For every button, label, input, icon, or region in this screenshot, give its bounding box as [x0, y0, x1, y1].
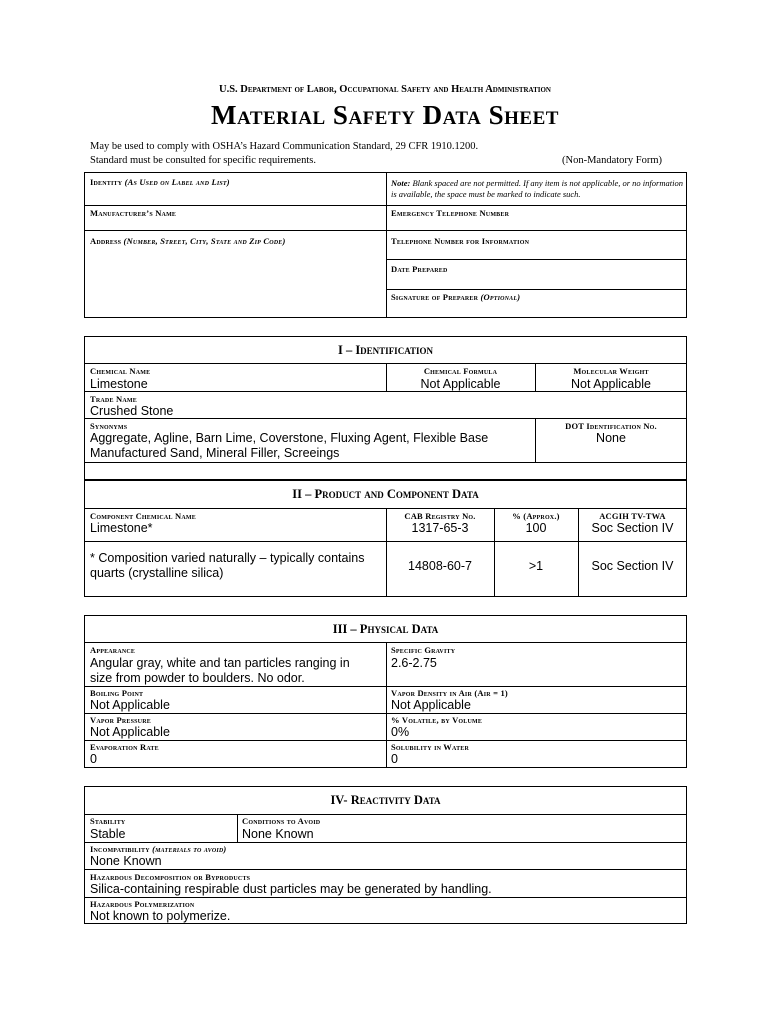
conditions-label: Conditions to Avoid	[242, 816, 321, 826]
stability-label: Stability	[90, 816, 126, 826]
section4-title: IV- Reactivity Data	[330, 793, 441, 807]
component-acgih: Soc Section IV	[591, 559, 674, 573]
vapor-density-label: Vapor Density in Air (Air = 1)	[391, 688, 508, 698]
specific-gravity-label: Specific Gravity	[391, 645, 456, 655]
chemical-formula-value: Not Applicable	[420, 377, 501, 391]
synonyms-line2: Manufactured Sand, Mineral Filler, Screeings	[90, 446, 340, 460]
synonyms-label: Synonyms	[90, 421, 128, 431]
dot-id-value: None	[596, 431, 626, 445]
col-component-name: Component Chemical Name	[90, 511, 196, 521]
appearance-line2: size from powder to boulders. No odor.	[90, 671, 305, 685]
hazardous-decomposition-value: Silica-containing respirable dust particles may be generated by handling.	[90, 882, 492, 896]
appearance-line1: Angular gray, white and tan particles ranging in	[90, 656, 350, 670]
form-type: (Non-Mandatory Form)	[562, 155, 663, 166]
section1-title: I – Identification	[337, 343, 434, 357]
molecular-weight-label: Molecular Weight	[573, 366, 649, 376]
component-note-line1: * Composition varied naturally – typically contains	[90, 551, 365, 565]
agency-line: U.S. Department of Labor, Occupational Safety and Health Administration	[218, 84, 551, 95]
component-acgih: Soc Section IV	[591, 521, 674, 535]
date-prepared-label: Date Prepared	[391, 264, 448, 274]
dot-id-label: DOT Identification No.	[565, 421, 657, 431]
info-phone-label: Telephone Number for Information	[391, 236, 530, 246]
volatile-label: % Volatile, by Volume	[391, 715, 483, 725]
component-name: Limestone*	[90, 521, 153, 535]
specific-gravity-value: 2.6-2.75	[391, 656, 437, 670]
conditions-value: None Known	[242, 827, 314, 841]
address-label: Address (Number, Street, City, State and Zip Code)	[90, 236, 286, 246]
trade-name-value: Crushed Stone	[90, 404, 174, 418]
document-title: Material Safety Data Sheet	[211, 100, 559, 130]
component-cab: 14808-60-7	[408, 559, 472, 573]
stability-value: Stable	[90, 827, 126, 841]
identity-label: Identity (As Used on Label and List)	[90, 177, 230, 187]
component-cab: 1317-65-3	[411, 521, 469, 535]
evaporation-rate-label: Evaporation Rate	[90, 742, 159, 752]
component-percent: 100	[525, 521, 547, 535]
component-percent: >1	[528, 559, 544, 573]
signature-label: Signature of Preparer (Optional)	[391, 292, 521, 302]
section2-title: II – Product and Component Data	[292, 487, 479, 501]
boiling-point-value: Not Applicable	[90, 698, 170, 712]
compliance-note-line2: Standard must be consulted for specific requirements.	[90, 155, 316, 166]
col-acgih: ACGIH TV-TWA	[599, 511, 666, 521]
emergency-phone-label: Emergency Telephone Number	[391, 208, 510, 218]
component-note-line2: quarts (crystalline silica)	[90, 566, 224, 580]
manufacturer-label: Manufacturer’s Name	[90, 208, 177, 218]
col-cab-registry: CAB Registry No.	[404, 511, 476, 521]
hazardous-polymerization-value: Not known to polymerize.	[90, 909, 231, 923]
chemical-formula-label: Chemical Formula	[423, 366, 498, 376]
boiling-point-label: Boiling Point	[90, 688, 144, 698]
hazardous-decomposition-label: Hazardous Decomposition or Byproducts	[90, 872, 251, 882]
appearance-label: Appearance	[90, 645, 136, 655]
col-percent: % (Approx.)	[512, 511, 560, 521]
incompatibility-value: None Known	[90, 854, 162, 868]
chemical-name-label: Chemical Name	[90, 366, 151, 376]
vapor-density-value: Not Applicable	[391, 698, 471, 712]
blank-space-note: Note: Blank spaced are not permitted. If any item is not applicable, or no information is available, the space must be marked to indicate such.	[391, 178, 683, 199]
hazardous-polymerization-label: Hazardous Polymerization	[90, 899, 195, 909]
solubility-label: Solubility in Water	[391, 742, 470, 752]
solubility-value: 0	[391, 752, 398, 766]
molecular-weight-value: Not Applicable	[571, 377, 651, 391]
vapor-pressure-value: Not Applicable	[90, 725, 170, 739]
evaporation-rate-value: 0	[90, 752, 97, 766]
trade-name-label: Trade Name	[90, 394, 137, 404]
volatile-value: 0%	[391, 725, 410, 739]
incompatibility-label: Incompatibility (materials to avoid)	[90, 844, 227, 854]
compliance-note-line1: May be used to comply with OSHA’s Hazard Communication Standard, 29 CFR 1910.1200.	[90, 141, 479, 152]
section3-title: III – Physical Data	[332, 622, 439, 636]
chemical-name-value: Limestone	[90, 377, 148, 391]
synonyms-line1: Aggregate, Agline, Barn Lime, Coverstone, Fluxing Agent, Flexible Base	[90, 431, 489, 445]
vapor-pressure-label: Vapor Pressure	[90, 715, 151, 725]
